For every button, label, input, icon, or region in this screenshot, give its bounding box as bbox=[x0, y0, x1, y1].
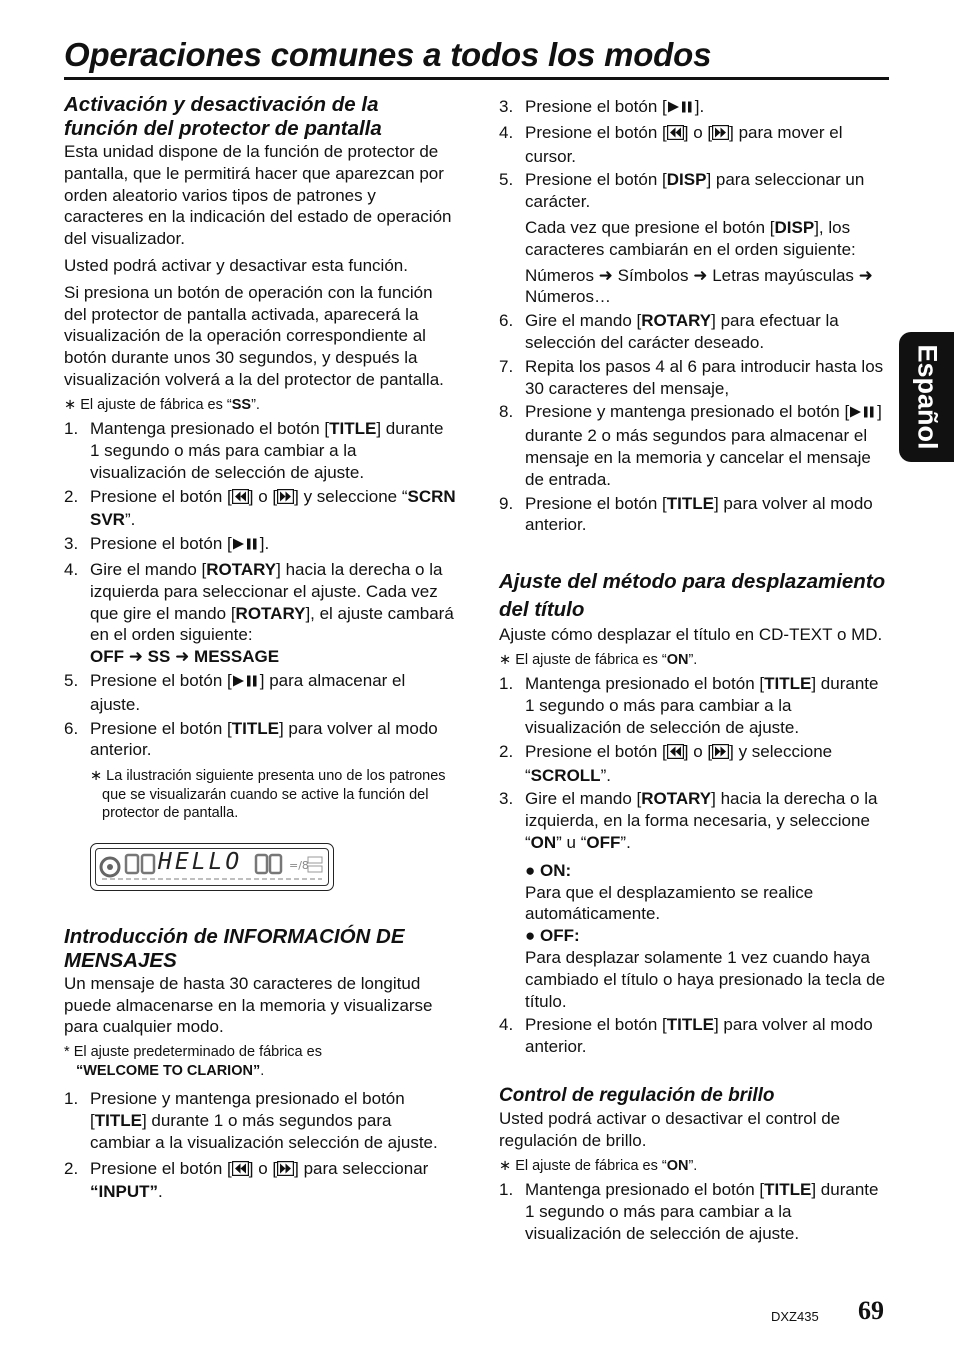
factory-setting-note: ∗ El ajuste de fábrica es “ON”. bbox=[499, 1157, 698, 1174]
option-on-text: Para que el desplazamiento se realice automáticamente. bbox=[525, 882, 814, 924]
previous-icon bbox=[232, 1160, 249, 1182]
step-item: 2. Presione el botón [ ] o [ ] para seleccionar “INPUT”. bbox=[64, 1158, 429, 1202]
page-title: Operaciones comunes a todos los modos bbox=[64, 36, 712, 73]
factory-setting-note: ∗ El ajuste de fábrica es “ON”. bbox=[499, 651, 698, 668]
next-icon bbox=[712, 743, 729, 765]
step-item: 1. Mantenga presionado el botón [TITLE] durante 1 segundo o más para cambiar a la visualización de selección de ajuste. bbox=[499, 674, 879, 738]
step-item: 1. Mantenga presionado el botón [TITLE] durante 1 segundo o más para cambiar a la visualización de selección de ajuste. bbox=[499, 1180, 879, 1243]
step-item: 8. Presione y mantenga presionado el botón [ ] durante 2 o más segundos para almacenar el mensaje en la memoria y cancelar el mensaje de entrada. bbox=[499, 402, 882, 489]
step-item: 3. Presione el botón [ ]. bbox=[64, 533, 456, 557]
screensaver-paragraph: Usted podrá activar y desactivar esta función. bbox=[64, 255, 408, 275]
screensaver-paragraph: Esta unidad dispone de la función de protector de pantalla, que le permitirá hacer que aparezcan por orden aleatorio varios tipos de patrones y caracteres en la indicación del estado de operación del visualizador. bbox=[64, 142, 452, 249]
step-item: 5. Presione el botón [ ] para almacenar el ajuste. bbox=[64, 671, 406, 714]
step-item: 4. Presione el botón [TITLE] para volver al modo anterior. bbox=[499, 1015, 873, 1057]
scroll-steps bbox=[499, 673, 891, 1058]
step-item: 6. Gire el mando [ROTARY] para efectuar la selección del carácter deseado. bbox=[499, 311, 839, 352]
setting-order: OFF ➜ SS ➜ MESSAGE bbox=[90, 647, 280, 667]
step-item: 1. Mantenga presionado el botón [TITLE] durante 1 segundo o más para cambiar a la visualización de selección de ajuste. bbox=[64, 419, 444, 482]
next-icon bbox=[712, 124, 729, 146]
lcd-display-illustration bbox=[90, 843, 334, 891]
screensaver-heading: Activación y desactivación de la función del protector de pantalla bbox=[64, 93, 382, 140]
play-pause-icon bbox=[232, 672, 260, 694]
option-off-label: ● OFF: bbox=[525, 926, 580, 946]
message-heading: Introducción de INFORMACIÓN DE MENSAJES bbox=[64, 924, 405, 972]
step-item: 7. Repita los pasos 4 al 6 para introducir hasta los 30 caracteres del mensaje, bbox=[499, 356, 884, 398]
step-item: 9. Presione el botón [TITLE] para volver al modo anterior. bbox=[499, 493, 873, 535]
step-item: 2. Presione el botón [ ] o [ ] y seleccione “SCRN SVR”. bbox=[64, 486, 456, 530]
scroll-heading: Ajuste del método para desplazamiento del título bbox=[499, 570, 886, 622]
step-item: 1. Presione y mantenga presionado el botón [TITLE] durante 1 o más segundos para cambiar a la visualización selección de ajuste. bbox=[64, 1089, 438, 1152]
title-rule bbox=[64, 77, 889, 80]
factory-setting-note: ∗ El ajuste de fábrica es “SS”. bbox=[64, 396, 260, 413]
next-icon bbox=[277, 1160, 294, 1182]
screensaver-steps bbox=[64, 418, 456, 761]
step-item: 6. Presione el botón [TITLE] para volver al modo anterior. bbox=[64, 718, 438, 760]
previous-icon bbox=[667, 124, 684, 146]
character-order: Números ➜ Símbolos ➜ Letras mayúsculas ➜ Números… bbox=[525, 265, 873, 307]
step-item: 2. Presione el botón [ ] o [ ] y seleccione “SCROLL”. bbox=[499, 741, 833, 785]
next-icon bbox=[277, 488, 294, 510]
message-steps bbox=[64, 1088, 456, 1203]
page-number: 69 bbox=[858, 1296, 884, 1325]
previous-icon bbox=[232, 488, 249, 510]
screensaver-paragraph: Si presiona un botón de operación con la función del protector de pantalla activada, aparecerá la visualización de la operación correspondiente al botón durante unos 30 segundos, y después la visualización volverá a la del protector de pantalla. bbox=[64, 282, 444, 389]
play-pause-icon bbox=[667, 98, 695, 120]
svg-text:=/8: =/8 bbox=[289, 858, 309, 872]
message-paragraph: Un mensaje de hasta 30 caracteres de longitud puede almacenarse en la memoria y visualizarse para cualquier modo. bbox=[64, 973, 433, 1037]
lcd-text: HELLO bbox=[158, 848, 243, 875]
step-item: 3. Presione el botón [ ]. bbox=[499, 96, 891, 120]
brightness-heading: Control de regulación de brillo bbox=[499, 1084, 775, 1106]
brightness-paragraph: Usted podrá activar o desactivar el control de regulación de brillo. bbox=[499, 1108, 841, 1150]
language-side-tab: Español bbox=[899, 332, 954, 462]
play-pause-icon bbox=[849, 403, 877, 425]
step-item: 3. Gire el mando [ROTARY] hacia la derecha o la izquierda, en la forma necesaria, y seleccione “ON” u “OFF”. ● ON: Para que el desplazamiento se realice automáticamente. ● OFF: Para desplazar solamente 1 vez cuando haya cambiado el título o haya presionado la tecla de título. bbox=[499, 788, 891, 1012]
right-column bbox=[499, 96, 891, 1246]
option-off-text: Para desplazar solamente 1 vez cuando haya cambiado el título o haya presionado la tecla de título. bbox=[525, 948, 886, 1011]
step-item: 5. Presione el botón [DISP] para seleccionar un carácter. Cada vez que presione el botón [DISP], los caracteres cambiarán en el orden siguiente: Números ➜ Símbolos ➜ Letras mayúsculas ➜ Números… bbox=[499, 169, 891, 308]
model-number: DXZ435 bbox=[771, 1309, 819, 1324]
play-pause-icon bbox=[232, 535, 260, 557]
illustration-note: ∗ La ilustración siguiente presenta uno de los patrones que se visualizarán cuando se active la función del protector de pantalla. bbox=[90, 768, 446, 822]
message-steps-continued bbox=[499, 96, 891, 536]
step-item: 4. Gire el mando [ROTARY] hacia la derecha o la izquierda para seleccionar el ajuste. Cada vez que gire el mando [ROTARY], el ajuste cambará en el orden siguiente: OFF ➜ SS ➜ MESSAGE bbox=[64, 559, 456, 668]
default-message-note: * El ajuste predeterminado de fábrica es “WELCOME TO CLARION”. bbox=[64, 1044, 322, 1079]
previous-icon bbox=[667, 743, 684, 765]
scroll-paragraph: Ajuste cómo desplazar el título en CD-TEXT o MD. bbox=[499, 625, 883, 645]
step-detail: Cada vez que presione el botón [DISP], los caracteres cambiarán en el orden siguiente: bbox=[525, 217, 856, 259]
option-on-label: ● ON: bbox=[525, 860, 572, 880]
brightness-steps bbox=[499, 1179, 891, 1244]
left-column bbox=[64, 93, 456, 1205]
step-item: 4. Presione el botón [ ] o [ ] para mover el cursor. bbox=[499, 122, 843, 166]
